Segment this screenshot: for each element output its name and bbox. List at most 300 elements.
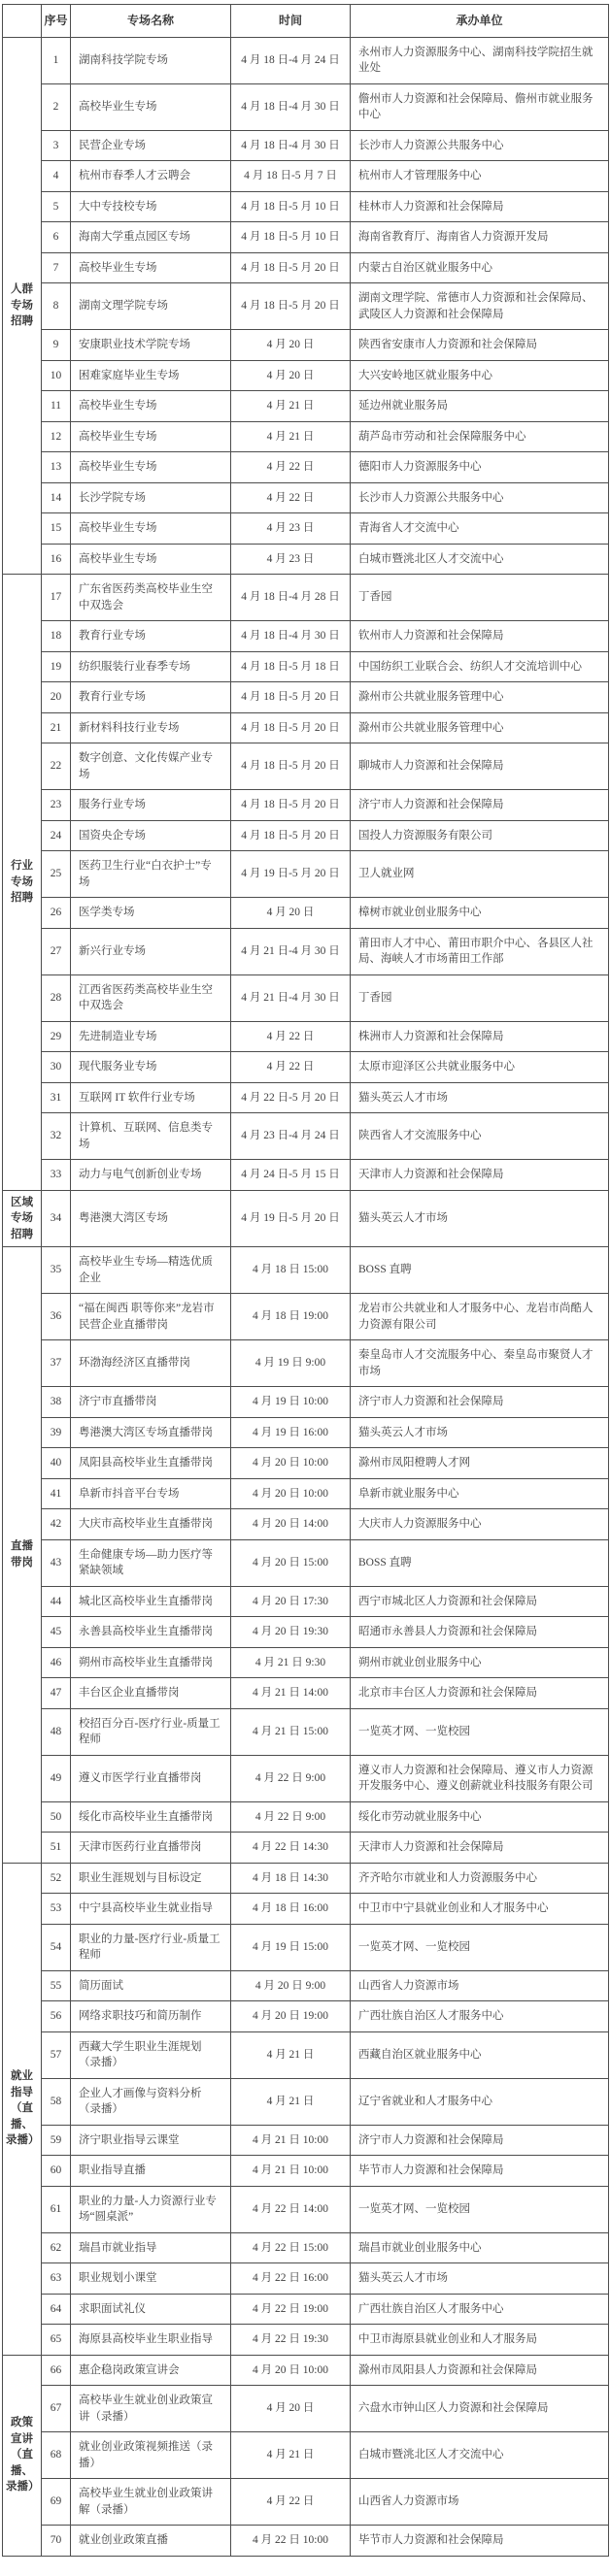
table-row [3, 851, 609, 898]
table-row [3, 1708, 609, 1755]
name-cell: 高校毕业生专场 [71, 513, 231, 545]
serial-cell: 60 [42, 2156, 71, 2187]
time-cell: 4 月 20 日 15:00 [231, 1539, 351, 1586]
name-cell: 动力与电气创新创业专场 [71, 1160, 231, 1191]
organizer-cell: 猫头英云人才市场 [351, 2263, 609, 2295]
organizer-cell: 北京市丰台区人力资源和社会保障局 [351, 1678, 609, 1709]
name-cell: 永善县高校毕业生直播带岗 [71, 1617, 231, 1648]
organizer-cell: 山西省人力资源市场 [351, 1970, 609, 2001]
serial-cell: 54 [42, 1924, 71, 1970]
category-cell: 人群专场招聘 [3, 37, 42, 575]
serial-cell: 33 [42, 1160, 71, 1191]
table-row [3, 1647, 609, 1678]
serial-cell: 66 [42, 2355, 71, 2386]
time-cell: 4 月 20 日 [231, 360, 351, 391]
time-cell: 4 月 19 日 9:00 [231, 1340, 351, 1387]
table-row [3, 2156, 609, 2187]
organizer-cell: 济宁市人力资源和社会保障局 [351, 1387, 609, 1418]
table-row [3, 2078, 609, 2125]
serial-cell: 61 [42, 2186, 71, 2232]
table-row [3, 360, 609, 391]
table-row [3, 2432, 609, 2479]
table-row [3, 83, 609, 130]
name-cell: 困难家庭毕业生专场 [71, 360, 231, 391]
organizer-cell: 丁香园 [351, 575, 609, 621]
serial-cell: 3 [42, 130, 71, 161]
time-cell: 4 月 18 日-5 月 20 日 [231, 252, 351, 283]
table-row [3, 1113, 609, 1160]
serial-cell: 51 [42, 1833, 71, 1864]
name-cell: 高校毕业生专场 [71, 391, 231, 422]
serial-cell: 68 [42, 2432, 71, 2479]
serial-cell: 47 [42, 1678, 71, 1709]
table-row [3, 2325, 609, 2356]
serial-cell: 19 [42, 651, 71, 682]
serial-cell: 34 [42, 1190, 71, 1247]
time-cell: 4 月 18 日-4 月 30 日 [231, 83, 351, 130]
organizer-cell: 山西省人力资源市场 [351, 2479, 609, 2526]
name-cell: 海原县高校毕业生职业指导 [71, 2325, 231, 2356]
organizer-cell: 丁香园 [351, 974, 609, 1021]
organizer-cell: 陕西省人才交流服务中心 [351, 1113, 609, 1160]
serial-cell: 32 [42, 1113, 71, 1160]
name-cell: 惠企稳岗政策宣讲会 [71, 2355, 231, 2386]
name-cell: 医药卫生行业“白衣护士”专场 [71, 851, 231, 898]
organizer-cell: 莆田市人才中心、莆田市职介中心、各县区人社局、海峡人才市场莆田工作部 [351, 928, 609, 974]
time-cell: 4 月 20 日 19:30 [231, 1617, 351, 1648]
serial-cell: 24 [42, 820, 71, 851]
serial-cell: 69 [42, 2479, 71, 2526]
organizer-cell: 猫头英云人才市场 [351, 1417, 609, 1448]
name-cell: 新材料科技行业专场 [71, 712, 231, 743]
organizer-cell: 内蒙古自治区就业服务中心 [351, 252, 609, 283]
table-row [3, 1970, 609, 2001]
serial-cell: 44 [42, 1586, 71, 1617]
name-cell: 杭州市春季人才云聘会 [71, 161, 231, 192]
table-row [3, 1863, 609, 1894]
serial-cell: 27 [42, 928, 71, 974]
table-row [3, 130, 609, 161]
time-cell: 4 月 20 日 19:00 [231, 2001, 351, 2032]
serial-cell: 52 [42, 1863, 71, 1894]
table-row [3, 1924, 609, 1970]
name-cell: 高校毕业生专场 [71, 83, 231, 130]
name-cell: 企业人才画像与资料分析（录播） [71, 2078, 231, 2125]
organizer-cell: 广西壮族自治区人才服务中心 [351, 2294, 609, 2325]
time-cell: 4 月 18 日-4 月 28 日 [231, 575, 351, 621]
category-cell: 政策宣讲（直播、录播） [3, 2355, 42, 2556]
organizer-cell: 毕节市人力资源和社会保障局 [351, 2156, 609, 2187]
table-row [3, 1417, 609, 1448]
table-row [3, 2386, 609, 2432]
table-row [3, 1021, 609, 1052]
name-cell: “福在闽西 职等你来”龙岩市民营企业直播带岗 [71, 1294, 231, 1340]
time-cell: 4 月 20 日 14:00 [231, 1509, 351, 1540]
table-row [3, 1478, 609, 1509]
time-cell: 4 月 22 日 [231, 2479, 351, 2526]
organizer-cell: 长沙市人力资源公共服务中心 [351, 130, 609, 161]
serial-cell: 50 [42, 1801, 71, 1833]
time-cell: 4 月 21 日 [231, 421, 351, 452]
organizer-cell: 遵义市人力资源和社会保障局、遵义市人力资源开发服务中心、遵义创薪就业科技服务有限公司 [351, 1755, 609, 1801]
organizer-cell: 延边州就业服务局 [351, 391, 609, 422]
name-cell: 中宁县高校毕业生就业指导 [71, 1894, 231, 1925]
organizer-cell: 白城市暨洮北区人才交流中心 [351, 544, 609, 575]
organizer-cell: 滁州市凤阳县人力资源和社会保障局 [351, 2355, 609, 2386]
serial-cell: 38 [42, 1387, 71, 1418]
name-cell: 环渤海经济区直播带岗 [71, 1340, 231, 1387]
category-cell: 就业指导（直播、录播） [3, 1863, 42, 2355]
time-cell: 4 月 22 日 10:00 [231, 2526, 351, 2557]
time-cell: 4 月 18 日-5 月 20 日 [231, 820, 351, 851]
name-cell: 新兴行业专场 [71, 928, 231, 974]
col-header-serial: 序号 [42, 5, 71, 38]
table-row [3, 2232, 609, 2263]
time-cell: 4 月 20 日 9:00 [231, 1970, 351, 2001]
time-cell: 4 月 22 日 14:00 [231, 2186, 351, 2232]
name-cell: 高校毕业生专场 [71, 544, 231, 575]
name-cell: 西藏大学生职业生涯规划（录播） [71, 2031, 231, 2078]
name-cell: 教育行业专场 [71, 682, 231, 713]
serial-cell: 9 [42, 330, 71, 361]
table-row [3, 1833, 609, 1864]
time-cell: 4 月 21 日 15:00 [231, 1708, 351, 1755]
table-row [3, 191, 609, 222]
time-cell: 4 月 22 日 [231, 1052, 351, 1083]
time-cell: 4 月 18 日-5 月 7 日 [231, 161, 351, 192]
serial-cell: 62 [42, 2232, 71, 2263]
job-fair-schedule-table [2, 4, 609, 2557]
serial-cell: 6 [42, 222, 71, 253]
serial-cell: 41 [42, 1478, 71, 1509]
time-cell: 4 月 19 日 15:00 [231, 1924, 351, 1970]
time-cell: 4 月 19 日-5 月 20 日 [231, 1190, 351, 1247]
name-cell: 求职面试礼仪 [71, 2294, 231, 2325]
organizer-cell: 中卫市海原县就业创业和人才服务局 [351, 2325, 609, 2356]
table-row [3, 928, 609, 974]
name-cell: 遵义市医学行业直播带岗 [71, 1755, 231, 1801]
col-header-name: 专场名称 [71, 5, 231, 38]
serial-cell: 16 [42, 544, 71, 575]
table-row [3, 1509, 609, 1540]
table-row [3, 820, 609, 851]
name-cell: 职业的力量-医疗行业-质量工程师 [71, 1924, 231, 1970]
name-cell: 职业规划小课堂 [71, 2263, 231, 2295]
serial-cell: 64 [42, 2294, 71, 2325]
name-cell: 海南大学重点园区专场 [71, 222, 231, 253]
serial-cell: 35 [42, 1247, 71, 1294]
name-cell: 绥化市高校毕业生直播带岗 [71, 1801, 231, 1833]
category-column-header [3, 5, 42, 38]
table-row [3, 482, 609, 513]
time-cell: 4 月 21 日 10:00 [231, 2156, 351, 2187]
serial-cell: 63 [42, 2263, 71, 2295]
table-row [3, 421, 609, 452]
category-cell: 区域专场招聘 [3, 1190, 42, 1247]
organizer-cell: 湖南文理学院、常德市人力资源和社会保障局、武陵区人力资源和社会保障局 [351, 283, 609, 330]
serial-cell: 59 [42, 2125, 71, 2156]
organizer-cell: 昭通市永善县人力资源和社会保障局 [351, 1617, 609, 1648]
name-cell: 职业指导直播 [71, 2156, 231, 2187]
serial-cell: 13 [42, 452, 71, 483]
time-cell: 4 月 22 日 14:30 [231, 1833, 351, 1864]
table-row [3, 2263, 609, 2295]
table-row [3, 575, 609, 621]
organizer-cell: 聊城市人力资源和社会保障局 [351, 743, 609, 790]
organizer-cell: 天津市人力资源和社会保障局 [351, 1160, 609, 1191]
time-cell: 4 月 18 日-5 月 20 日 [231, 743, 351, 790]
organizer-cell: 海南省教育厅、海南省人力资源开发局 [351, 222, 609, 253]
time-cell: 4 月 18 日 19:00 [231, 1294, 351, 1340]
table-row [3, 161, 609, 192]
name-cell: 天津市医药行业直播带岗 [71, 1833, 231, 1864]
organizer-cell: 儋州市人力资源和社会保障局、儋州市就业服务中心 [351, 83, 609, 130]
time-cell: 4 月 22 日-5 月 20 日 [231, 1082, 351, 1113]
name-cell: 校招百分百-医疗行业-质量工程师 [71, 1708, 231, 1755]
serial-cell: 39 [42, 1417, 71, 1448]
category-cell: 行业专场招聘 [3, 575, 42, 1191]
name-cell: 丰台区企业直播带岗 [71, 1678, 231, 1709]
table-row [3, 2031, 609, 2078]
organizer-cell: 阜新市就业服务中心 [351, 1478, 609, 1509]
name-cell: 安康职业技术学院专场 [71, 330, 231, 361]
serial-cell: 30 [42, 1052, 71, 1083]
time-cell: 4 月 19 日-5 月 20 日 [231, 851, 351, 898]
name-cell: 纺织服装行业春季专场 [71, 651, 231, 682]
table-row [3, 1294, 609, 1340]
organizer-cell: 西藏自治区就业服务中心 [351, 2031, 609, 2078]
time-cell: 4 月 21 日 14:00 [231, 1678, 351, 1709]
name-cell: 城北区高校毕业生直播带岗 [71, 1586, 231, 1617]
organizer-cell: 一览英才网、一览校园 [351, 1708, 609, 1755]
time-cell: 4 月 18 日-5 月 10 日 [231, 222, 351, 253]
table-row [3, 2355, 609, 2386]
organizer-cell: 中国纺织工业联合会、纺织人才交流培训中心 [351, 651, 609, 682]
time-cell: 4 月 20 日 17:30 [231, 1586, 351, 1617]
serial-cell: 25 [42, 851, 71, 898]
name-cell: 高校毕业生专场—精选优质企业 [71, 1247, 231, 1294]
table-row [3, 2479, 609, 2526]
time-cell: 4 月 22 日 [231, 452, 351, 483]
serial-cell: 42 [42, 1509, 71, 1540]
time-cell: 4 月 21 日 10:00 [231, 2125, 351, 2156]
organizer-cell: 天津市人力资源和社会保障局 [351, 1833, 609, 1864]
organizer-cell: 西宁市城北区人力资源和社会保障局 [351, 1586, 609, 1617]
time-cell: 4 月 21 日 [231, 2031, 351, 2078]
organizer-cell: 太原市迎泽区公共就业服务中心 [351, 1052, 609, 1083]
table-row [3, 330, 609, 361]
serial-cell: 65 [42, 2325, 71, 2356]
time-cell: 4 月 23 日 [231, 513, 351, 545]
organizer-cell: 济宁市人力资源和社会保障局 [351, 2125, 609, 2156]
name-cell: 就业创业政策视频推送（录播） [71, 2432, 231, 2479]
time-cell: 4 月 20 日 [231, 2386, 351, 2432]
name-cell: 粤港澳大湾区专场 [71, 1190, 231, 1247]
name-cell: 职业的力量-人力资源行业专场“圆桌派” [71, 2186, 231, 2232]
name-cell: 阜新市抖音平台专场 [71, 1478, 231, 1509]
serial-cell: 1 [42, 37, 71, 83]
time-cell: 4 月 18 日 15:00 [231, 1247, 351, 1294]
time-cell: 4 月 21 日-4 月 30 日 [231, 928, 351, 974]
name-cell: 高校毕业生就业创业政策讲解（录播） [71, 2479, 231, 2526]
table-row [3, 513, 609, 545]
table-row [3, 974, 609, 1021]
name-cell: 广东省医药类高校毕业生空中双选会 [71, 575, 231, 621]
serial-cell: 57 [42, 2031, 71, 2078]
header-row [3, 5, 609, 38]
organizer-cell: 济宁市人力资源和社会保障局 [351, 790, 609, 821]
time-cell: 4 月 19 日 10:00 [231, 1387, 351, 1418]
time-cell: 4 月 20 日 10:00 [231, 2355, 351, 2386]
table-row [3, 1755, 609, 1801]
table-row [3, 2526, 609, 2557]
table-row [3, 1617, 609, 1648]
name-cell: 济宁职业指导云课堂 [71, 2125, 231, 2156]
table-row [3, 452, 609, 483]
table-row [3, 1190, 609, 1247]
organizer-cell: 樟树市就业创业服务中心 [351, 898, 609, 929]
serial-cell: 5 [42, 191, 71, 222]
time-cell: 4 月 21 日 [231, 2078, 351, 2125]
table-row [3, 621, 609, 652]
serial-cell: 10 [42, 360, 71, 391]
organizer-cell: 钦州市人力资源和社会保障局 [351, 621, 609, 652]
time-cell: 4 月 18 日-5 月 20 日 [231, 283, 351, 330]
name-cell: 先进制造业专场 [71, 1021, 231, 1052]
name-cell: 高校毕业生专场 [71, 421, 231, 452]
table-row [3, 2001, 609, 2032]
time-cell: 4 月 18 日-5 月 20 日 [231, 682, 351, 713]
serial-cell: 40 [42, 1448, 71, 1479]
time-cell: 4 月 20 日 10:00 [231, 1478, 351, 1509]
time-cell: 4 月 22 日 9:00 [231, 1755, 351, 1801]
table-row [3, 1160, 609, 1191]
serial-cell: 37 [42, 1340, 71, 1387]
time-cell: 4 月 22 日 19:30 [231, 2325, 351, 2356]
serial-cell: 21 [42, 712, 71, 743]
name-cell: 网络求职技巧和简历制作 [71, 2001, 231, 2032]
name-cell: 瑞昌市就业指导 [71, 2232, 231, 2263]
serial-cell: 17 [42, 575, 71, 621]
name-cell: 湖南文理学院专场 [71, 283, 231, 330]
time-cell: 4 月 20 日 [231, 330, 351, 361]
time-cell: 4 月 20 日 10:00 [231, 1448, 351, 1479]
time-cell: 4 月 21 日-4 月 30 日 [231, 974, 351, 1021]
organizer-cell: 一览英才网、一览校园 [351, 1924, 609, 1970]
time-cell: 4 月 23 日 [231, 544, 351, 575]
table-row [3, 1894, 609, 1925]
time-cell: 4 月 21 日 9:30 [231, 1647, 351, 1678]
serial-cell: 7 [42, 252, 71, 283]
name-cell: 服务行业专场 [71, 790, 231, 821]
name-cell: 长沙学院专场 [71, 482, 231, 513]
organizer-cell: 毕节市人力资源和社会保障局 [351, 2526, 609, 2557]
name-cell: 医学类专场 [71, 898, 231, 929]
table-row [3, 790, 609, 821]
serial-cell: 2 [42, 83, 71, 130]
organizer-cell: 葫芦岛市劳动和社会保障服务中心 [351, 421, 609, 452]
category-cell: 直播带岗 [3, 1247, 42, 1864]
serial-cell: 29 [42, 1021, 71, 1052]
serial-cell: 58 [42, 2078, 71, 2125]
organizer-cell: 长沙市人力资源公共服务中心 [351, 482, 609, 513]
time-cell: 4 月 18 日-5 月 18 日 [231, 651, 351, 682]
organizer-cell: 卫人就业网 [351, 851, 609, 898]
name-cell: 民营企业专场 [71, 130, 231, 161]
name-cell: 互联网 IT 软件行业专场 [71, 1082, 231, 1113]
serial-cell: 36 [42, 1294, 71, 1340]
serial-cell: 45 [42, 1617, 71, 1648]
time-cell: 4 月 18 日 14:30 [231, 1863, 351, 1894]
serial-cell: 49 [42, 1755, 71, 1801]
serial-cell: 11 [42, 391, 71, 422]
organizer-cell: BOSS 直聘 [351, 1539, 609, 1586]
serial-cell: 70 [42, 2526, 71, 2557]
time-cell: 4 月 18 日-5 月 20 日 [231, 712, 351, 743]
table-row [3, 37, 609, 83]
serial-cell: 4 [42, 161, 71, 192]
name-cell: 职业生涯规划与目标设定 [71, 1863, 231, 1894]
name-cell: 凤阳县高校毕业生直播带岗 [71, 1448, 231, 1479]
serial-cell: 23 [42, 790, 71, 821]
table-row [3, 2294, 609, 2325]
table-row [3, 1247, 609, 1294]
table-row [3, 1052, 609, 1083]
time-cell: 4 月 21 日 [231, 391, 351, 422]
serial-cell: 55 [42, 1970, 71, 2001]
serial-cell: 67 [42, 2386, 71, 2432]
table-row [3, 2186, 609, 2232]
name-cell: 朔州市高校毕业生直播带岗 [71, 1647, 231, 1678]
organizer-cell: 广西壮族自治区人才服务中心 [351, 2001, 609, 2032]
serial-cell: 15 [42, 513, 71, 545]
organizer-cell: 滁州市公共就业服务管理中心 [351, 712, 609, 743]
time-cell: 4 月 19 日 16:00 [231, 1417, 351, 1448]
name-cell: 粤港澳大湾区专场直播带岗 [71, 1417, 231, 1448]
organizer-cell: 秦皇岛市人才交流服务中心、秦皇岛市聚贤人才市场 [351, 1340, 609, 1387]
organizer-cell: 辽宁省就业和人才服务中心 [351, 2078, 609, 2125]
organizer-cell: 六盘水市钟山区人力资源和社会保障局 [351, 2386, 609, 2432]
serial-cell: 26 [42, 898, 71, 929]
time-cell: 4 月 18 日 16:00 [231, 1894, 351, 1925]
name-cell: 高校毕业生专场 [71, 452, 231, 483]
table-row [3, 283, 609, 330]
table-row [3, 1539, 609, 1586]
organizer-cell: 杭州市人才管理服务中心 [351, 161, 609, 192]
organizer-cell: 绥化市劳动就业服务中心 [351, 1801, 609, 1833]
name-cell: 教育行业专场 [71, 621, 231, 652]
table-row [3, 222, 609, 253]
table-row [3, 2125, 609, 2156]
serial-cell: 46 [42, 1647, 71, 1678]
organizer-cell: 中卫市中宁县就业创业和人才服务中心 [351, 1894, 609, 1925]
table-row [3, 1586, 609, 1617]
time-cell: 4 月 22 日 [231, 482, 351, 513]
name-cell: 计算机、互联网、信息类专场 [71, 1113, 231, 1160]
serial-cell: 20 [42, 682, 71, 713]
organizer-cell: 一览英才网、一览校园 [351, 2186, 609, 2232]
name-cell: 大庆市高校毕业生直播带岗 [71, 1509, 231, 1540]
organizer-cell: 滁州市凤阳橙聘人才网 [351, 1448, 609, 1479]
name-cell: 湖南科技学院专场 [71, 37, 231, 83]
serial-cell: 18 [42, 621, 71, 652]
time-cell: 4 月 18 日-5 月 10 日 [231, 191, 351, 222]
time-cell: 4 月 22 日 9:00 [231, 1801, 351, 1833]
organizer-cell: 猫头英云人才市场 [351, 1190, 609, 1247]
name-cell: 国资央企专场 [71, 820, 231, 851]
col-header-organizer: 承办单位 [351, 5, 609, 38]
organizer-cell: 桂林市人力资源和社会保障局 [351, 191, 609, 222]
